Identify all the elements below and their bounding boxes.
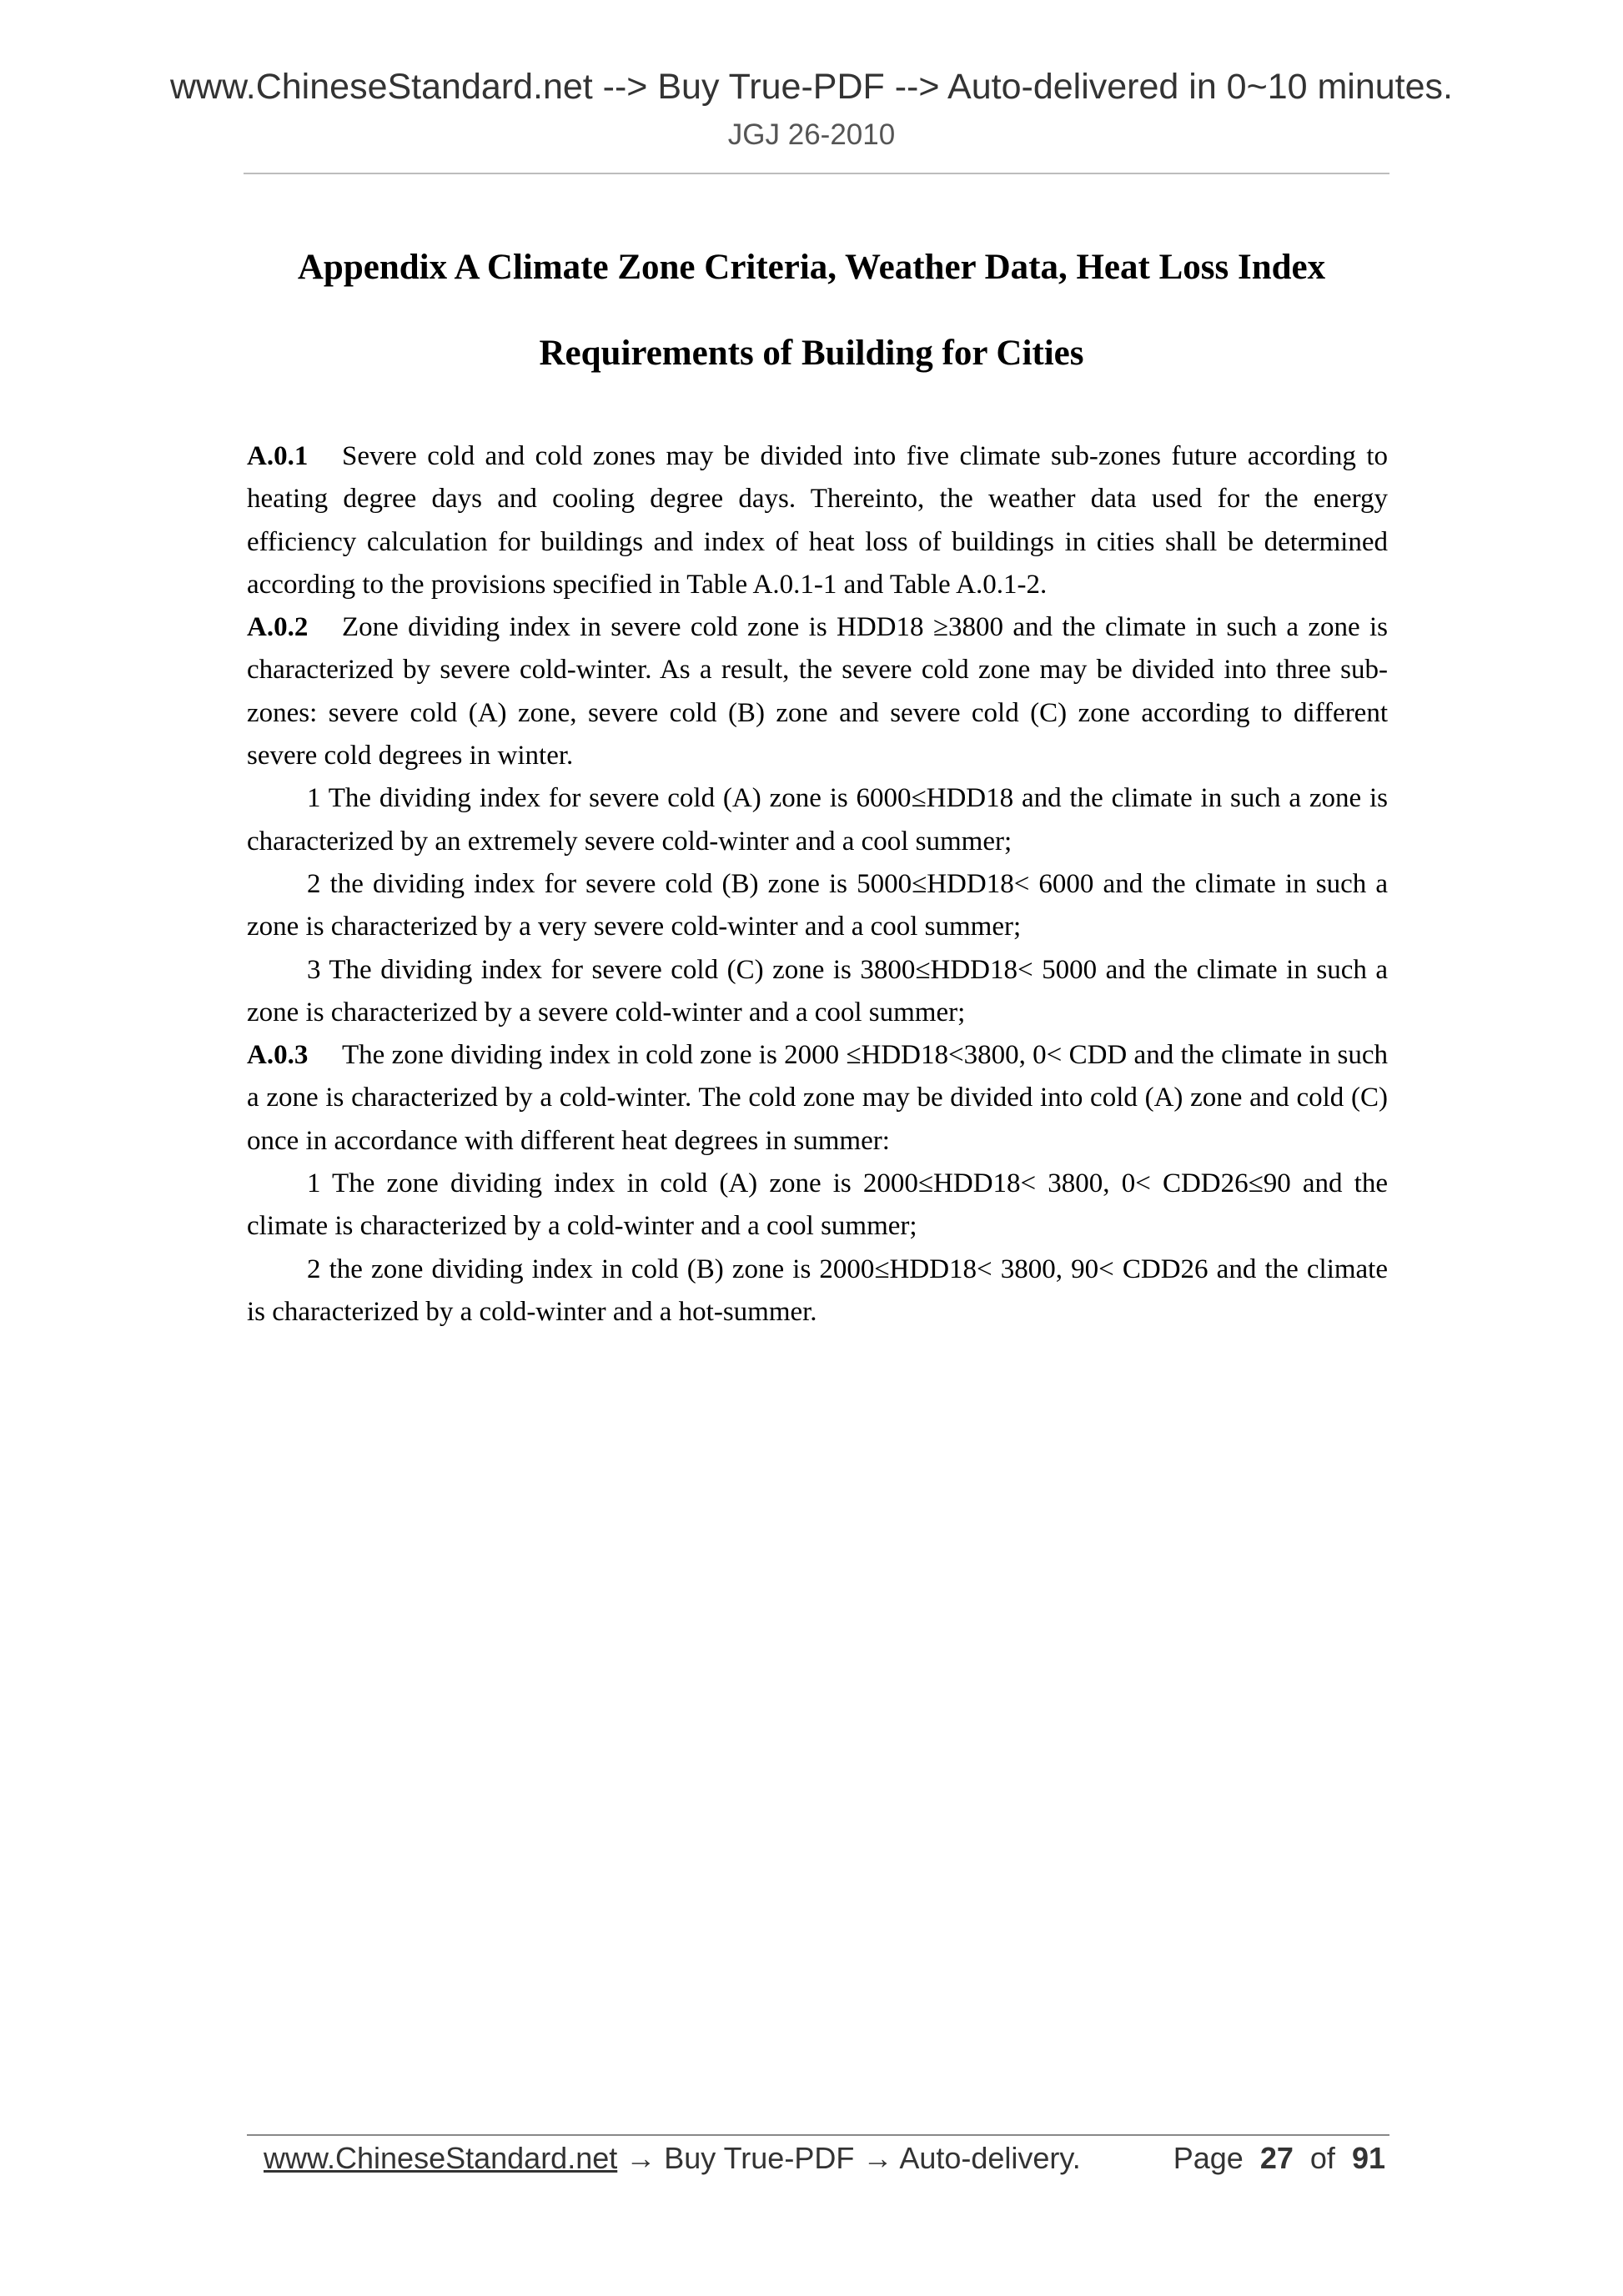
- clause-text: Zone dividing index in severe cold zone is HDD18 ≥3800 and the climate in such a zone is characterized by severe cold-winter. As a result, the severe cold zone may be divided into three sub-zones: severe cold (A) zone, severe cold (B) zone and severe cold (C) zone according to different severe cold degrees in winter.: [247, 612, 1388, 771]
- clause-text: The zone dividing index in cold zone is 2000 ≤HDD18<3800, 0< CDD and the climate in such a zone is characterized by a cold-winter. The cold zone may be divided into cold (A) zone and cold (C) once in accordance with different heat degrees in summer:: [247, 1040, 1388, 1156]
- page-title-line-2: Requirements of Building for Cities: [539, 334, 1084, 373]
- clause-item: 1 The zone dividing index in cold (A) zone is 2000≤HDD18< 3800, 0< CDD26≤90 and the climate is characterized by a cold-winter and a cool summer;: [247, 1168, 1388, 1242]
- of-word: of: [1309, 2141, 1335, 2175]
- page-word: Page: [1173, 2141, 1244, 2175]
- standard-code: JGJ 26-2010: [727, 118, 896, 151]
- clause-number: A.0.3: [247, 1040, 309, 1071]
- footer-divider: [247, 2134, 1389, 2136]
- clause-item: 3 The dividing index for severe cold (C) zone is 3800≤HDD18< 5000 and the climate in such a zone is characterized by a severe cold-winter and a cool summer;: [247, 954, 1388, 1027]
- clause-item: 1 The dividing index for severe cold (A) zone is 6000≤HDD18 and the climate in such a zone is characterized by an extremely severe cold-winter and a cool summer;: [247, 783, 1388, 857]
- clause-item: 2 the dividing index for severe cold (B) zone is 5000≤HDD18< 6000 and the climate in such a zone is characterized by a very severe cold-winter and a cool summer;: [247, 868, 1388, 942]
- clause-number: A.0.1: [247, 441, 309, 471]
- document-body: [247, 435, 1388, 1334]
- clause-number: A.0.2: [247, 612, 309, 643]
- clause-a01: [247, 435, 1388, 606]
- footer-tagline: [264, 2138, 1081, 2179]
- total-pages: 91: [1351, 2141, 1385, 2175]
- clause-a02: [247, 606, 1388, 777]
- clause-a03: [247, 1034, 1388, 1163]
- footer-tagline-text: → Buy True-PDF → Auto-delivery.: [617, 2141, 1081, 2175]
- clause-text: Severe cold and cold zones may be divided into five climate sub-zones future according to heating degree days and cooling degree days. Thereinto, the weather data used for the energy efficiency calculation for buildings and index of heat loss of buildings in cities shall be determined according to the provisions specified in Table A.0.1-1 and Table A.0.1-2.: [247, 441, 1388, 600]
- page-indicator: [1173, 2138, 1385, 2179]
- footer-site-link[interactable]: www.ChineseStandard.net: [264, 2141, 618, 2175]
- page-footer: [264, 2138, 1385, 2179]
- page-title-line-1: Appendix A Climate Zone Criteria, Weather Data, Heat Loss Index: [297, 248, 1326, 287]
- header-banner: www.ChineseStandard.net --> Buy True-PDF --> Auto-delivered in 0~10 minutes.: [169, 67, 1453, 107]
- header-divider: [244, 173, 1389, 174]
- page-number: 27: [1259, 2141, 1294, 2175]
- clause-item: 2 the zone dividing index in cold (B) zone is 2000≤HDD18< 3800, 90< CDD26 and the climate is characterized by a cold-winter and a hot-summer.: [247, 1254, 1388, 1327]
